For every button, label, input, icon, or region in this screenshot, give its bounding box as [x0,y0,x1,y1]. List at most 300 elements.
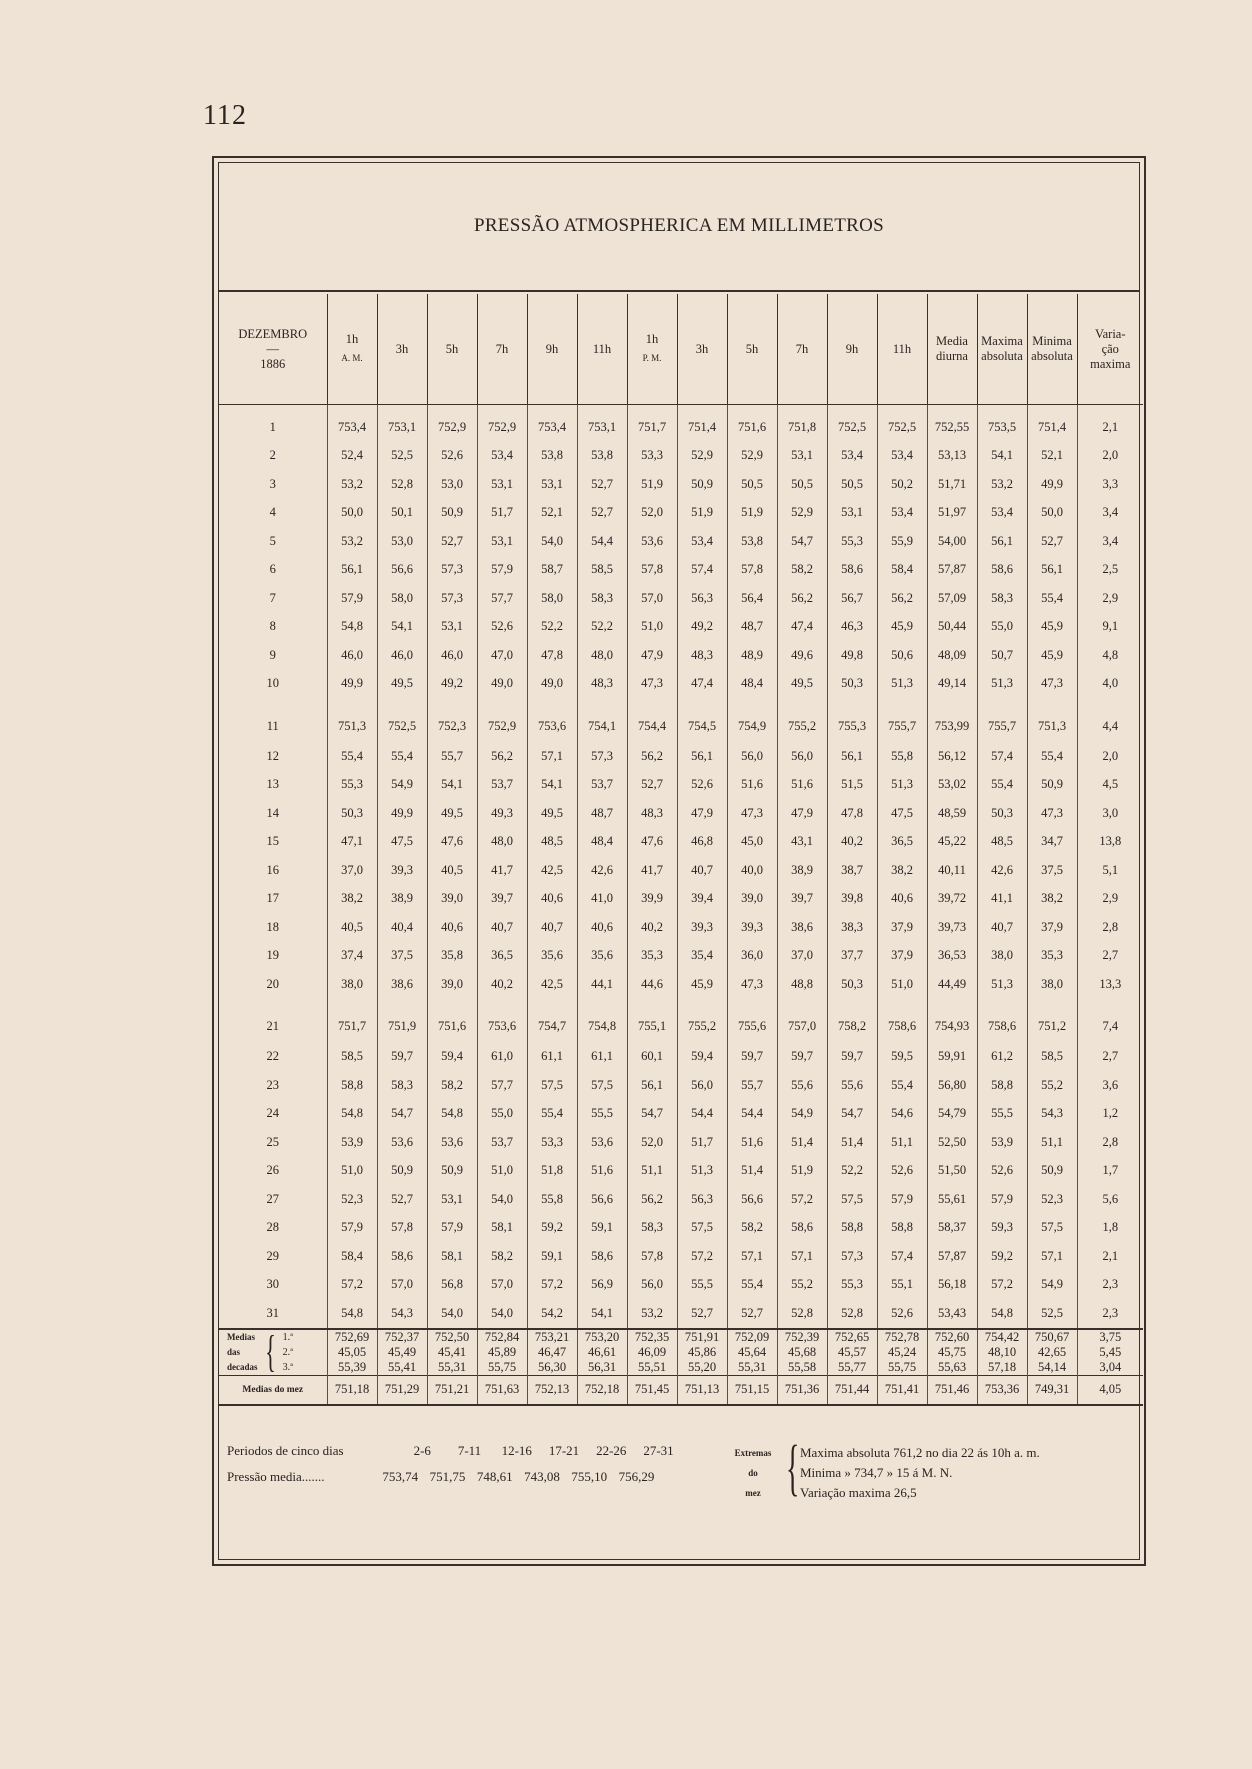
value-cell: 40,2 [627,913,677,942]
value-cell: 47,3 [627,670,677,699]
decada-cell: 754,42 48,10 57,18 [977,1329,1027,1376]
value-cell: 755,7 [977,698,1027,742]
value-cell: 2,7 [1077,942,1143,971]
value-cell: 57,9 [427,1214,477,1243]
value-cell: 55,4 [1027,584,1077,613]
medias-mez-cell: 751,41 [877,1375,927,1405]
table-row [219,584,1143,613]
medias-mez-cell: 751,13 [677,1375,727,1405]
value-cell: 34,7 [1027,828,1077,857]
medias-mez-cell: 751,63 [477,1375,527,1405]
day-cell: 9 [269,647,276,662]
table-row [219,771,1143,800]
header-dash: — [266,341,279,356]
value-cell: 2,9 [1077,584,1143,613]
value-cell: 53,4 [977,499,1027,528]
value-cell: 39,4 [677,885,727,914]
value-cell: 51,9 [627,470,677,499]
value-cell: 52,0 [627,1128,677,1157]
value-cell: 49,8 [827,641,877,670]
value-cell: 51,0 [327,1157,377,1186]
value-cell: 58,2 [727,1214,777,1243]
value-cell: 57,3 [577,742,627,771]
value-cell: 39,7 [477,885,527,914]
value-cell: 7,4 [1077,999,1143,1043]
value-cell: 51,0 [877,970,927,999]
extremas-minima: Minima » 734,7 » 15 á M. N. [800,1465,953,1480]
value-cell: 40,11 [927,856,977,885]
value-cell: 40,6 [577,913,627,942]
value-cell: 48,5 [527,828,577,857]
value-cell: 51,9 [677,499,727,528]
day-cell: 22 [266,1049,279,1064]
value-cell: 754,9 [727,698,777,742]
value-cell: 47,6 [427,828,477,857]
value-cell: 47,4 [677,670,727,699]
day-cell: 25 [266,1134,279,1149]
value-cell: 53,6 [427,1128,477,1157]
value-cell: 38,0 [1027,970,1077,999]
value-cell: 753,5 [977,405,1027,442]
value-cell: 52,7 [427,527,477,556]
value-cell: 753,6 [527,698,577,742]
value-cell: 53,4 [677,527,727,556]
value-cell: 754,1 [577,698,627,742]
value-cell: 54,3 [377,1299,427,1329]
value-cell: 53,4 [877,499,927,528]
value-cell: 55,4 [527,1100,577,1129]
value-cell: 50,9 [377,1157,427,1186]
value-cell: 61,1 [577,1043,627,1072]
value-cell: 53,7 [477,1128,527,1157]
value-cell: 49,9 [327,670,377,699]
value-cell: 751,4 [1027,405,1077,442]
value-cell: 758,2 [827,999,877,1043]
medias-mez-cell: 749,31 [1027,1375,1077,1405]
value-cell: 57,2 [327,1271,377,1300]
value-cell: 54,8 [327,613,377,642]
decadas-row [219,1329,1143,1376]
value-cell: 751,6 [427,999,477,1043]
value-cell: 47,9 [677,799,727,828]
value-cell: 51,7 [677,1128,727,1157]
extremas-label: Extremas do mez [734,1448,772,1498]
decada-cell: 751,91 45,86 55,20 [677,1329,727,1376]
day-cell: 7 [269,590,276,605]
table-frame-inner [218,162,1140,1560]
value-cell: 56,2 [877,584,927,613]
value-cell: 53,8 [727,527,777,556]
value-cell: 4,5 [1077,771,1143,800]
value-cell: 46,0 [427,641,477,670]
table-row [219,670,1143,699]
value-cell: 51,9 [727,499,777,528]
value-cell: 2,8 [1077,1128,1143,1157]
value-cell: 51,9 [777,1157,827,1186]
value-cell: 53,9 [977,1128,1027,1157]
value-cell: 46,0 [377,641,427,670]
value-cell: 51,3 [877,771,927,800]
value-cell: 51,0 [477,1157,527,1186]
value-cell: 52,3 [1027,1185,1077,1214]
value-cell: 752,5 [827,405,877,442]
header-hour: 7h [477,294,527,405]
value-cell: 55,8 [527,1185,577,1214]
value-cell: 42,6 [977,856,1027,885]
value-cell: 53,6 [577,1128,627,1157]
value-cell: 57,3 [427,584,477,613]
value-cell: 55,61 [927,1185,977,1214]
value-cell: 58,5 [1027,1043,1077,1072]
table-row [219,556,1143,585]
value-cell: 52,8 [377,470,427,499]
value-cell: 2,0 [1077,442,1143,471]
value-cell: 53,1 [477,470,527,499]
value-cell: 56,0 [727,742,777,771]
value-cell: 54,79 [927,1100,977,1129]
value-cell: 2,5 [1077,556,1143,585]
value-cell: 47,1 [327,828,377,857]
value-cell: 53,3 [527,1128,577,1157]
value-cell: 754,8 [577,999,627,1043]
value-cell: 755,7 [877,698,927,742]
header-year: 1886 [260,356,286,371]
value-cell: 42,5 [527,970,577,999]
value-cell: 61,0 [477,1043,527,1072]
value-cell: 40,6 [877,885,927,914]
value-cell: 2,1 [1077,405,1143,442]
value-cell: 58,2 [477,1242,527,1271]
value-cell: 52,1 [1027,442,1077,471]
value-cell: 58,37 [927,1214,977,1243]
value-cell: 751,2 [1027,999,1077,1043]
value-cell: 40,4 [377,913,427,942]
value-cell: 58,0 [527,584,577,613]
medias-mez-cell: 752,13 [527,1375,577,1405]
value-cell: 53,2 [627,1299,677,1329]
periodos-label: Periodos de cinco dias [227,1443,344,1458]
table-row [219,1271,1143,1300]
value-cell: 57,1 [727,1242,777,1271]
value-cell: 55,7 [427,742,477,771]
value-cell: 47,6 [627,828,677,857]
value-cell: 3,6 [1077,1071,1143,1100]
value-cell: 38,6 [777,913,827,942]
value-cell: 55,4 [1027,742,1077,771]
value-cell: 753,4 [527,405,577,442]
value-cell: 752,5 [877,405,927,442]
table-frame [212,156,1146,1566]
value-cell: 751,6 [727,405,777,442]
value-cell: 49,2 [427,670,477,699]
value-cell: 50,3 [827,970,877,999]
value-cell: 54,1 [427,771,477,800]
table-row [219,1071,1143,1100]
day-cell: 20 [266,976,279,991]
value-cell: 758,6 [977,999,1027,1043]
value-cell: 54,7 [827,1100,877,1129]
value-cell: 54,9 [1027,1271,1077,1300]
decada-cell: 3,75 5,45 3,04 [1077,1329,1143,1376]
value-cell: 48,7 [577,799,627,828]
value-cell: 52,6 [877,1299,927,1329]
day-cell: 6 [269,562,276,577]
value-cell: 58,8 [827,1214,877,1243]
value-cell: 1,8 [1077,1214,1143,1243]
value-cell: 52,2 [827,1157,877,1186]
value-cell: 58,6 [377,1242,427,1271]
value-cell: 57,5 [1027,1214,1077,1243]
value-cell: 51,5 [827,771,877,800]
pressao-row [227,1469,659,1485]
value-cell: 2,3 [1077,1271,1143,1300]
value-cell: 40,5 [427,856,477,885]
value-cell: 52,7 [377,1185,427,1214]
day-cell: 13 [266,777,279,792]
value-cell: 52,7 [577,470,627,499]
table-row [219,913,1143,942]
value-cell: 50,2 [877,470,927,499]
day-cell: 19 [266,948,279,963]
value-cell: 52,7 [727,1299,777,1329]
value-cell: 57,8 [377,1214,427,1243]
table-row [219,1100,1143,1129]
value-cell: 55,4 [327,742,377,771]
value-cell: 38,2 [1027,885,1077,914]
value-cell: 56,9 [577,1271,627,1300]
value-cell: 758,6 [877,999,927,1043]
value-cell: 45,9 [1027,641,1077,670]
value-cell: 53,4 [877,442,927,471]
value-cell: 751,7 [627,405,677,442]
value-cell: 39,3 [727,913,777,942]
value-cell: 54,4 [727,1100,777,1129]
value-cell: 48,0 [577,641,627,670]
value-cell: 3,3 [1077,470,1143,499]
value-cell: 48,4 [727,670,777,699]
medias-mez-cell: 751,29 [377,1375,427,1405]
value-cell: 57,3 [427,556,477,585]
value-cell: 54,2 [527,1299,577,1329]
value-cell: 45,9 [677,970,727,999]
value-cell: 55,0 [977,613,1027,642]
value-cell: 59,4 [427,1043,477,1072]
decada-cell: 753,20 46,61 56,31 [577,1329,627,1376]
value-cell: 49,5 [777,670,827,699]
value-cell: 52,3 [327,1185,377,1214]
value-cell: 47,4 [777,613,827,642]
value-cell: 52,7 [1027,527,1077,556]
value-cell: 58,8 [327,1071,377,1100]
value-cell: 57,2 [777,1185,827,1214]
pressure-table [219,294,1143,1406]
value-cell: 49,5 [377,670,427,699]
value-cell: 52,8 [827,1299,877,1329]
header-minima-absoluta: Minima absoluta [1027,294,1077,405]
value-cell: 55,2 [1027,1071,1077,1100]
decada-cell: 752,60 45,75 55,63 [927,1329,977,1376]
value-cell: 49,2 [677,613,727,642]
value-cell: 35,4 [677,942,727,971]
value-cell: 47,9 [777,799,827,828]
value-cell: 50,9 [1027,771,1077,800]
header-hour: 1h A. M. [327,294,377,405]
periodo-range: 17-21 [548,1443,580,1458]
value-cell: 38,0 [327,970,377,999]
medias-mez-cell: 4,05 [1077,1375,1143,1405]
value-cell: 752,9 [427,405,477,442]
day-cell: 21 [266,1019,279,1033]
value-cell: 55,3 [827,527,877,556]
value-cell: 50,7 [977,641,1027,670]
value-cell: 52,50 [927,1128,977,1157]
value-cell: 59,7 [777,1043,827,1072]
value-cell: 59,1 [527,1242,577,1271]
value-cell: 36,0 [727,942,777,971]
value-cell: 52,6 [427,442,477,471]
table-title: PRESSÃO ATMOSPHERICA EM MILLIMETROS [473,215,885,236]
value-cell: 55,0 [477,1100,527,1129]
value-cell: 59,5 [877,1043,927,1072]
value-cell: 53,02 [927,771,977,800]
value-cell: 58,3 [377,1071,427,1100]
value-cell: 58,6 [977,556,1027,585]
value-cell: 13,8 [1077,828,1143,857]
value-cell: 57,1 [527,742,577,771]
decada-cell: 752,50 45,41 55,31 [427,1329,477,1376]
medias-mez-row [219,1375,1143,1405]
value-cell: 56,1 [327,556,377,585]
table-row [219,942,1143,971]
value-cell: 59,2 [527,1214,577,1243]
medias-mez-cell: 751,18 [327,1375,377,1405]
value-cell: 58,3 [627,1214,677,1243]
value-cell: 57,0 [627,584,677,613]
value-cell: 36,5 [877,828,927,857]
value-cell: 51,7 [477,499,527,528]
value-cell: 751,9 [377,999,427,1043]
value-cell: 52,2 [577,613,627,642]
value-cell: 57,1 [1027,1242,1077,1271]
value-cell: 58,6 [827,556,877,585]
value-cell: 755,2 [777,698,827,742]
value-cell: 754,7 [527,999,577,1043]
value-cell: 53,7 [577,771,627,800]
pressao-value: 748,61 [476,1469,513,1484]
value-cell: 57,9 [977,1185,1027,1214]
value-cell: 757,0 [777,999,827,1043]
value-cell: 59,3 [977,1214,1027,1243]
value-cell: 39,7 [777,885,827,914]
value-cell: 58,8 [977,1071,1027,1100]
header-variacao-maxima: Varia- ção maxima [1077,294,1143,405]
value-cell: 57,9 [327,1214,377,1243]
value-cell: 58,1 [477,1214,527,1243]
value-cell: 53,2 [327,470,377,499]
value-cell: 46,3 [827,613,877,642]
value-cell: 40,7 [527,913,577,942]
value-cell: 59,91 [927,1043,977,1072]
value-cell: 13,3 [1077,970,1143,999]
value-cell: 54,0 [527,527,577,556]
value-cell: 56,0 [777,742,827,771]
medias-mez-cell: 751,21 [427,1375,477,1405]
value-cell: 56,18 [927,1271,977,1300]
table-row [219,405,1143,442]
value-cell: 53,9 [327,1128,377,1157]
value-cell: 49,5 [527,799,577,828]
header-hour: 9h [827,294,877,405]
value-cell: 59,7 [827,1043,877,1072]
decada-cell: 752,69 45,05 55,39 [327,1329,377,1376]
value-cell: 52,9 [677,442,727,471]
value-cell: 57,1 [777,1242,827,1271]
value-cell: 45,9 [877,613,927,642]
value-cell: 752,5 [377,698,427,742]
value-cell: 54,8 [977,1299,1027,1329]
value-cell: 54,7 [627,1100,677,1129]
value-cell: 59,7 [727,1043,777,1072]
decada-cell: 752,37 45,49 55,41 [377,1329,427,1376]
value-cell: 57,87 [927,1242,977,1271]
value-cell: 45,0 [727,828,777,857]
value-cell: 1,2 [1077,1100,1143,1129]
value-cell: 751,4 [677,405,727,442]
value-cell: 38,2 [327,885,377,914]
value-cell: 56,2 [777,584,827,613]
value-cell: 54,0 [427,1299,477,1329]
value-cell: 54,9 [377,771,427,800]
value-cell: 49,0 [527,670,577,699]
extremas-maxima: Maxima absoluta 761,2 no dia 22 ás 10h a. m. [800,1445,1040,1460]
value-cell: 57,09 [927,584,977,613]
periodo-range: 7-11 [457,1443,482,1458]
value-cell: 46,8 [677,828,727,857]
day-cell: 3 [269,476,276,491]
value-cell: 38,0 [977,942,1027,971]
value-cell: 57,4 [977,742,1027,771]
value-cell: 47,8 [527,641,577,670]
table-row [219,742,1143,771]
value-cell: 57,5 [827,1185,877,1214]
table-row [219,698,1143,742]
value-cell: 53,7 [477,771,527,800]
value-cell: 36,53 [927,942,977,971]
value-cell: 53,43 [927,1299,977,1329]
value-cell: 40,6 [427,913,477,942]
value-cell: 56,2 [627,742,677,771]
value-cell: 56,1 [677,742,727,771]
value-cell: 54,9 [777,1100,827,1129]
header-am: A. M. [341,353,363,363]
value-cell: 50,5 [727,470,777,499]
value-cell: 57,9 [477,556,527,585]
value-cell: 49,9 [377,799,427,828]
value-cell: 52,9 [727,442,777,471]
value-cell: 58,1 [427,1242,477,1271]
value-cell: 53,2 [977,470,1027,499]
value-cell: 54,0 [477,1299,527,1329]
day-cell: 16 [266,862,279,877]
value-cell: 54,8 [327,1299,377,1329]
table-row [219,1299,1143,1329]
periodo-range: 12-16 [501,1443,532,1458]
value-cell: 53,8 [577,442,627,471]
value-cell: 53,6 [377,1128,427,1157]
value-cell: 49,5 [427,799,477,828]
table-row [219,442,1143,471]
value-cell: 53,1 [427,613,477,642]
